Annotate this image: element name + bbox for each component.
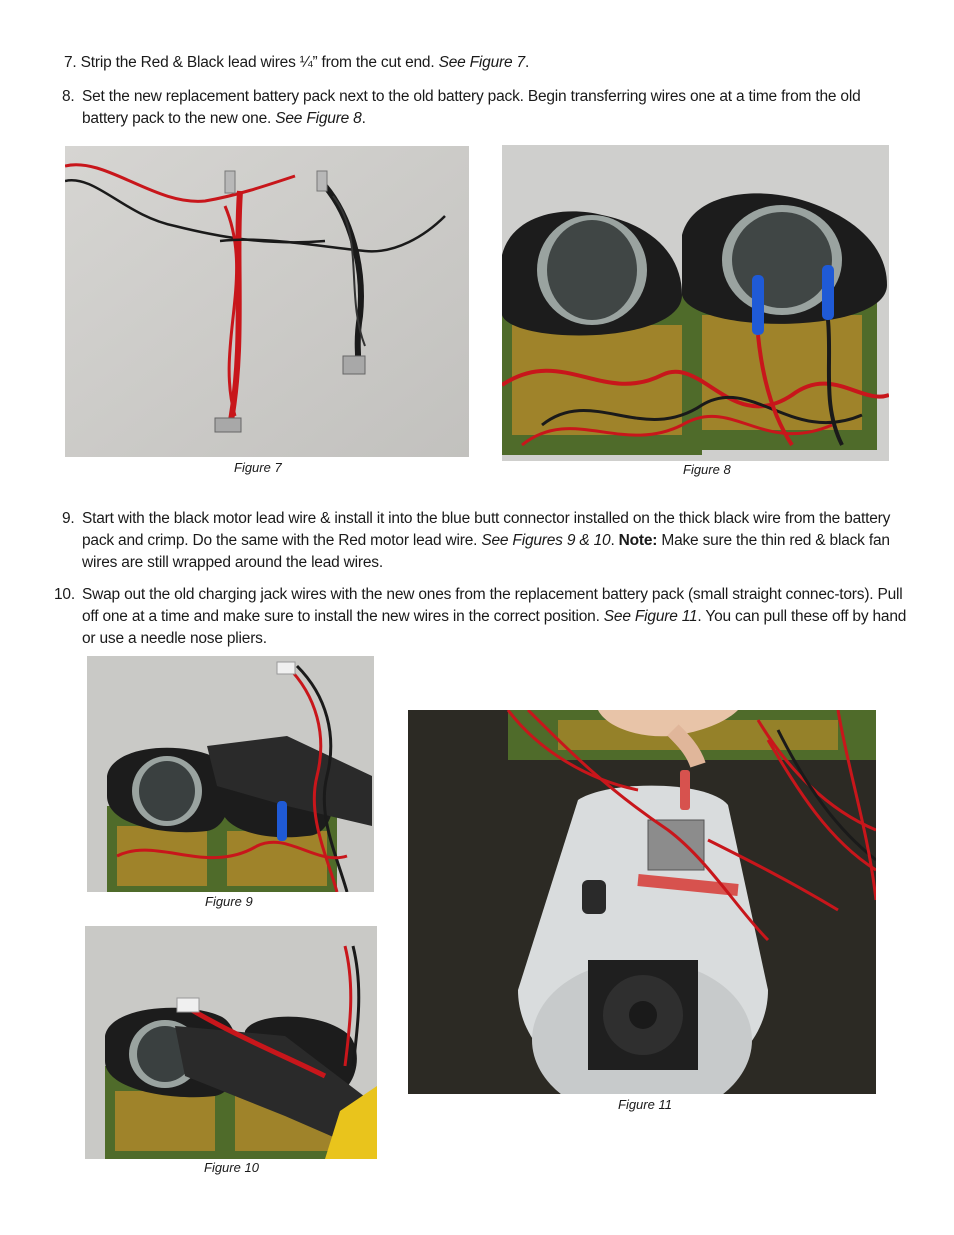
figure-10-photo — [85, 926, 377, 1159]
step-7-number: 7. — [64, 54, 77, 71]
figure-7-photo — [65, 146, 469, 457]
figure-9-photo — [87, 656, 374, 892]
step-9 — [62, 508, 907, 574]
figure-9-caption: Figure 9 — [205, 894, 253, 909]
step-7-text: Strip the Red & Black lead wires ¼” from the cut end. — [80, 54, 439, 71]
step-9-number: 9. — [62, 510, 75, 527]
step-8-text: Set the new replacement battery pack next to the old battery pack. Begin transferring wires one at a time from the old battery pack to the new one. — [82, 88, 861, 127]
step-9-figure-ref: See Figures 9 & 10 — [481, 532, 611, 549]
step-10-figure-ref: See Figure 11 — [603, 608, 698, 625]
step-9-text-mid: . — [610, 532, 619, 549]
figure-8-caption: Figure 8 — [683, 462, 731, 477]
figure-7-caption: Figure 7 — [234, 460, 282, 475]
step-7 — [64, 52, 904, 74]
step-9-text: Start with the black motor lead wire & install it into the blue butt connector installed on the thick black wire from the battery pack and crimp. Do the same with the Red motor lead wire. — [82, 510, 891, 549]
step-8 — [62, 86, 907, 130]
figure-11-caption: Figure 11 — [618, 1097, 672, 1112]
step-8-text-end: . — [361, 110, 366, 127]
step-10 — [54, 584, 907, 650]
step-7-figure-ref: See Figure 7 — [438, 54, 525, 71]
figure-8-photo — [502, 145, 889, 461]
step-9-note-text: Make sure the thin red & black fan wires are still wrapped around the lead wires. — [82, 532, 890, 571]
step-10-text-end: . You can pull these off by hand or use a needle nose pliers. — [82, 608, 907, 647]
step-7-text-end: . — [524, 54, 530, 71]
step-10-text: Swap out the old charging jack wires with the new ones from the replacement battery pack (small straight connec-tors). Pull off one at a time and make sure to install the new wires in the correct position. — [82, 586, 903, 625]
step-9-note-label: Note: — [618, 532, 658, 549]
step-10-number: 10. — [54, 586, 75, 603]
step-8-figure-ref: See Figure 8 — [275, 110, 362, 127]
step-8-number: 8. — [62, 88, 75, 105]
figure-10-caption: Figure 10 — [204, 1160, 259, 1175]
figure-11-photo — [408, 710, 876, 1094]
